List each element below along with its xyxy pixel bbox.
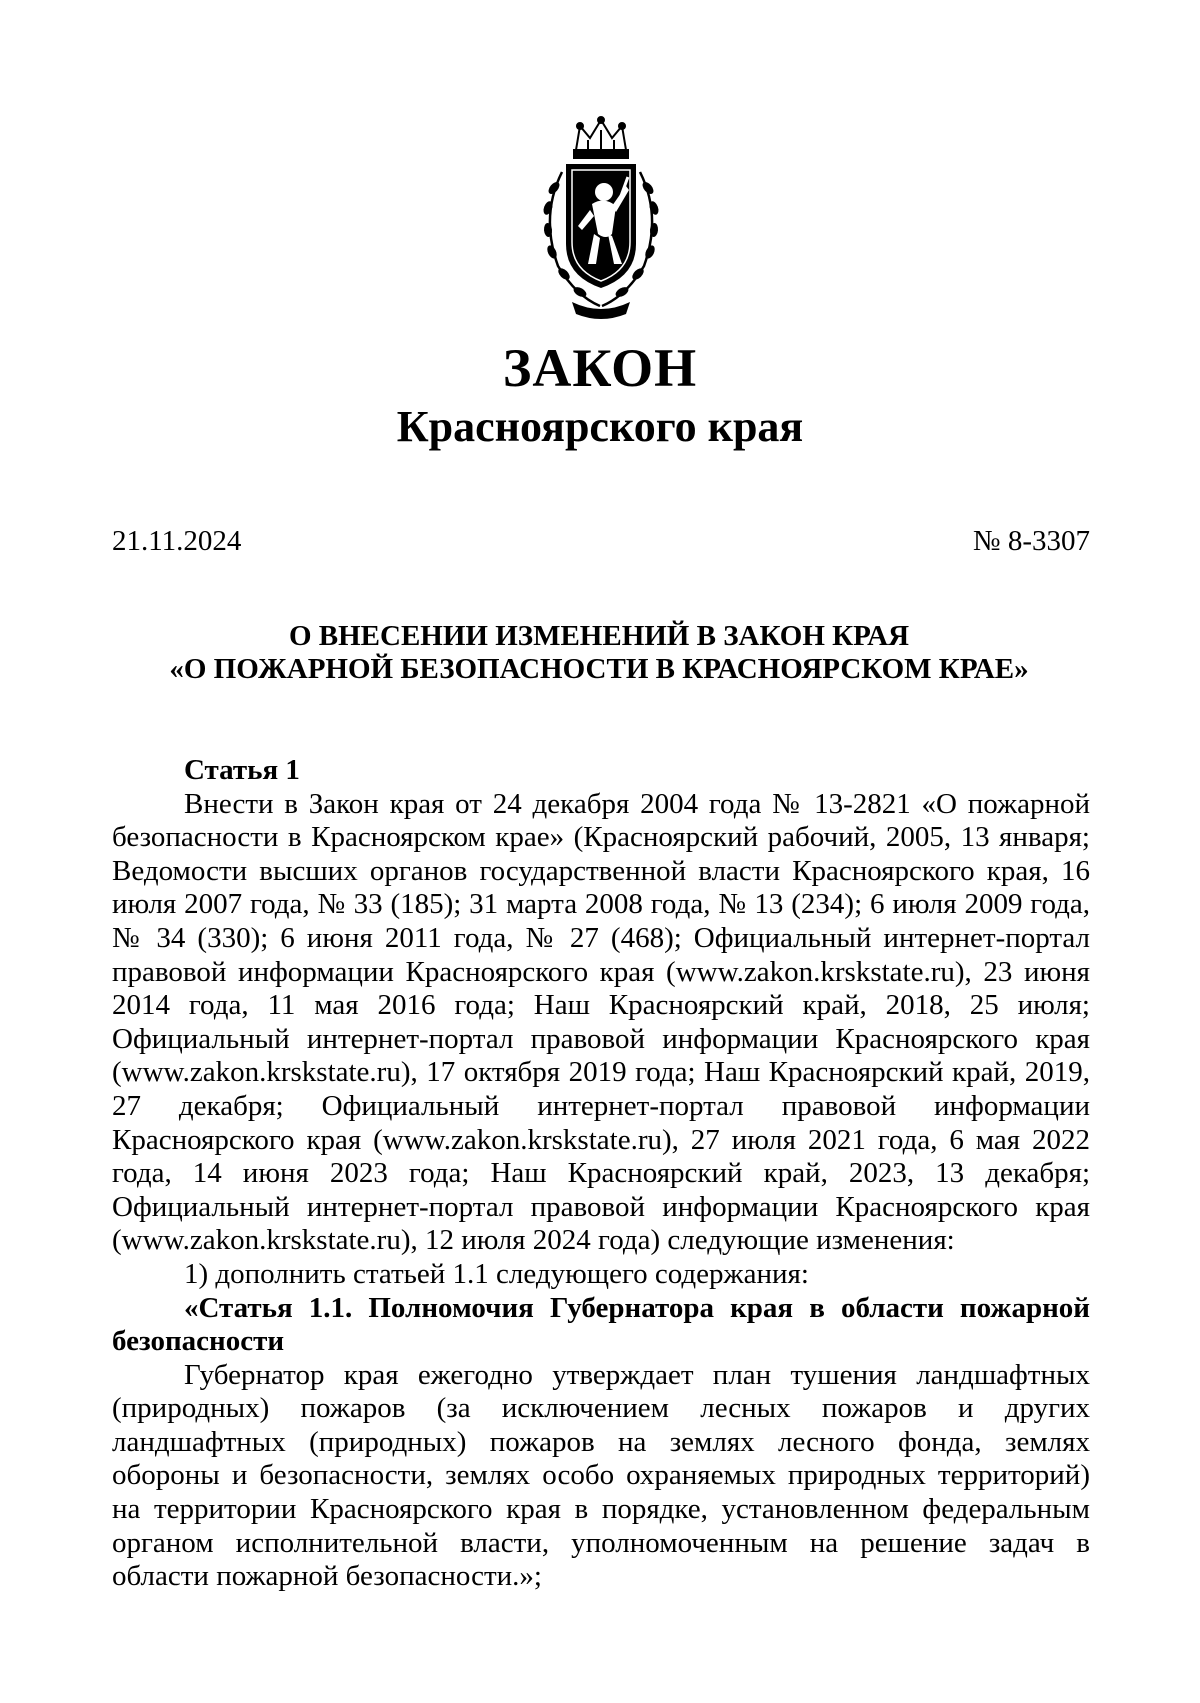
- document-issuer-subtitle: Красноярского края: [396, 402, 804, 451]
- article-1-title: Статья 1: [184, 754, 300, 786]
- document-type-title: ЗАКОН: [502, 338, 698, 398]
- law-date: 21.11.2024: [112, 525, 242, 557]
- law-heading-line-2: «О ПОЖАРНОЙ БЕЗОПАСНОСТИ В КРАСНОЯРСКОМ КРАЕ»: [169, 653, 1029, 685]
- law-heading: [112, 620, 1086, 686]
- krasnoyarsk-coat-of-arms-icon: [532, 116, 670, 324]
- law-heading-line-1: О ВНЕСЕНИИ ИЗМЕНЕНИЙ В ЗАКОН КРАЯ: [288, 620, 910, 652]
- new-article-1-1-text: Губернатор края ежегодно утверждает план тушения ландшафтных (природных) пожаров (за исключением лесных пожаров и других ландшафтных (природных) пожаров на землях лесного фонда, землях обороны и безопасности, землях особо охраняемых природных территорий) на территории Красноярского края в порядке, установленном федеральным органом исполнительной власти, уполномоченным на решение задач в области пожарной безопасности.»;: [112, 1358, 1090, 1593]
- law-body: [112, 754, 1090, 1594]
- new-article-1-1-title: «Статья 1.1. Полномочия Губернатора края в области пожарной безопасности: [112, 1291, 1090, 1358]
- article-1-intro-paragraph: Внести в Закон края от 24 декабря 2004 года № 13-2821 «О пожарной безопасности в Красноярском крае» (Красноярский рабочий, 2005, 13 января; Ведомости высших органов государственной власти Красноярского края, 16 июля 2007 года, № 33 (185); 31 марта 2008 года, № 13 (234); 6 июля 2009 года, № 34 (330); 6 июня 2011 года, № 27 (468); Официальный интернет-портал правовой информации Красноярского края (www.zakon.krskstate.ru), 23 июня 2014 года, 11 мая 2016 года; Наш Красноярский край, 2018, 25 июля; Официальный интернет-портал правовой информации Красноярского края (www.zakon.krskstate.ru), 17 октября 2019 года; Наш Красноярский край, 2019, 27 декабря; Официальный интернет-портал правовой информации Красноярского края (www.zakon.krskstate.ru), 27 июля 2021 года, 6 мая 2022 года, 14 июня 2023 года; Наш Красноярский край, 2023, 13 декабря; Официальный интернет-портал правовой информации Красноярского края (www.zakon.krskstate.ru), 12 июля 2024 года) следующие изменения:: [112, 787, 1090, 1257]
- law-number: № 8-3307: [972, 525, 1090, 557]
- article-1-item-1: 1) дополнить статьей 1.1 следующего содержания:: [184, 1257, 809, 1290]
